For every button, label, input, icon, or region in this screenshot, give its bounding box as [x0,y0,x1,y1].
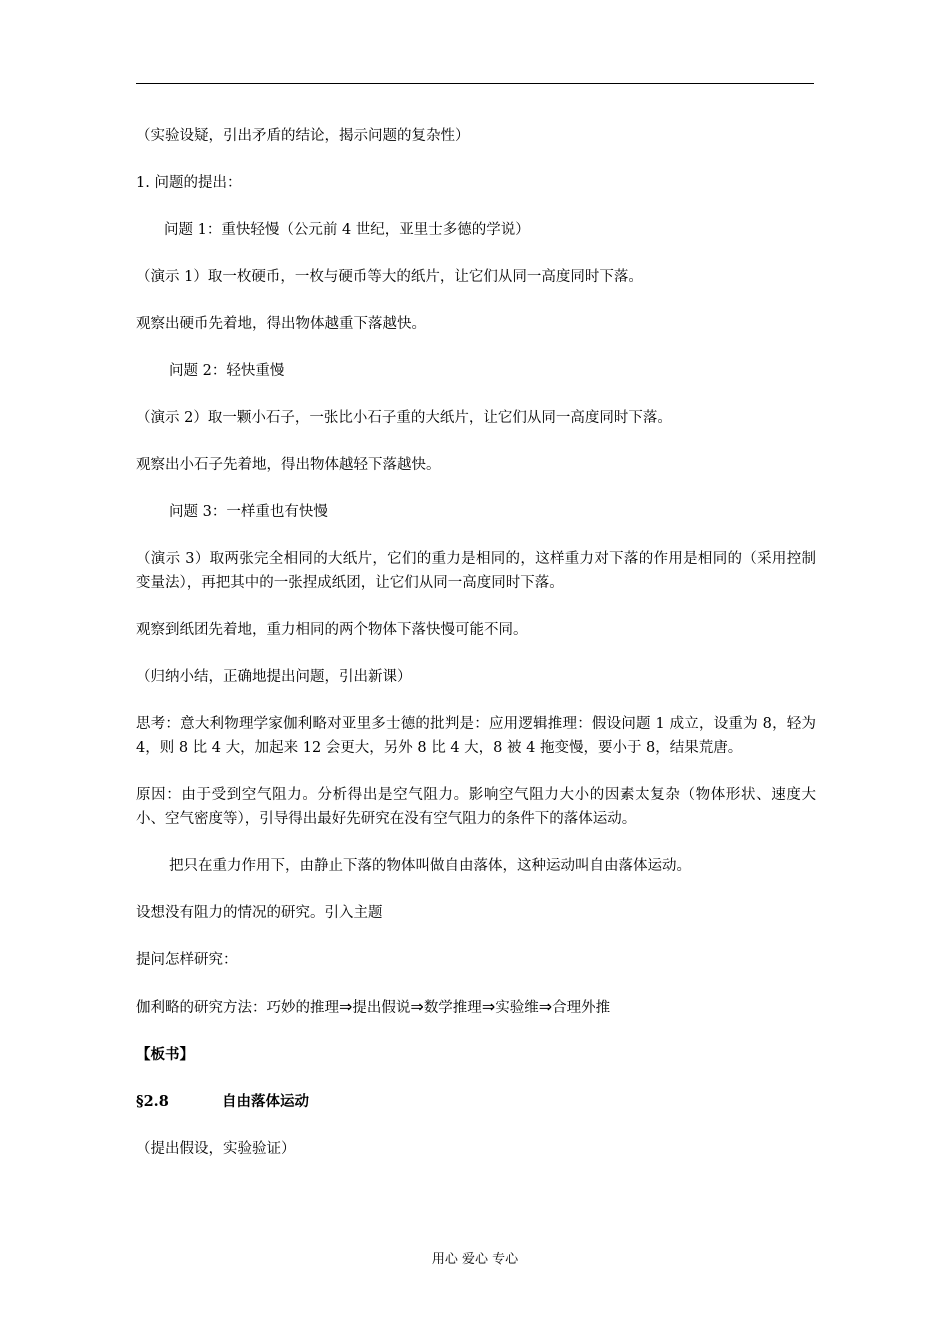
board-label: 【板书】 [136,1046,194,1063]
implies-arrow-icon: ⇒ [481,997,496,1016]
observation-1: 观察出硬币先着地，得出物体越重下落越快。 [136,316,426,332]
section-heading [136,1090,816,1114]
document-body [136,124,816,1184]
demo-3: （演示 3）取两张完全相同的大纸片，它们的重力是相同的，这样重力对下落的作用是相同的（采用控制变量法），再把其中的一张捏成纸团，让它们从同一高度同时下落。 [136,551,816,591]
header-rule [136,83,814,84]
demo-1: （演示 1）取一枚硬币，一枚与硬币等大的纸片，让它们从同一高度同时下落。 [136,269,643,285]
section-number: §2.8 [136,1093,169,1110]
observation-3: 观察到纸团先着地，重力相同的两个物体下落快慢可能不同。 [136,622,528,638]
method-step: 数学推理 [423,1000,482,1016]
question-1: 问题 1：重快轻慢（公元前 4 世纪，亚里士多德的学说） [164,222,530,238]
implies-arrow-icon: ⇒ [339,997,353,1016]
implies-arrow-icon: ⇒ [538,997,553,1016]
method-step: 合理外推 [552,1000,611,1016]
method-lead: 伽利略的研究方法：巧妙的推理 [136,1000,339,1016]
observation-2: 观察出小石子先着地，得出物体越轻下落越快。 [136,457,441,473]
demo-2: （演示 2）取一颗小石子，一张比小石子重的大纸片，让它们从同一高度同时下落。 [136,410,672,426]
closing-note: （提出假设，实验验证） [136,1141,296,1157]
summary-note: （归纳小结，正确地提出问题，引出新课） [136,669,412,685]
page-footer: 用心 爱心 专心 [431,1252,519,1267]
free-fall-definition: 把只在重力作用下，由静止下落的物体叫做自由落体，这种运动叫自由落体运动。 [169,858,691,874]
thinking-paragraph: 思考：意大利物理学家伽利略对亚里多士德的批判是：应用逻辑推理：假设问题 1 成立，设重为 8，轻为 4，则 8 比 4 大，加起来 12 会更大，另外 8 比 4 大，8 被 4 拖变慢，要小于 8，结果荒唐。 [136,716,816,756]
reason-paragraph: 原因：由于受到空气阻力。分析得出是空气阻力。影响空气阻力大小的因素太复杂（物体形状、速度大小、空气密度等），引导得出最好先研究在没有空气阻力的条件下的落体运动。 [136,787,816,827]
question-3: 问题 3：一样重也有快慢 [169,504,328,520]
implies-arrow-icon: ⇒ [410,997,424,1016]
intro-note: （实验设疑，引出矛盾的结论，揭示问题的复杂性） [136,128,470,144]
section-1-heading: 1. 问题的提出： [136,175,242,191]
topic-intro: 设想没有阻力的情况的研究。引入主题 [136,905,383,921]
method-step: 实验维 [495,1000,539,1016]
section-title: 自由落体运动 [222,1093,309,1110]
question-2: 问题 2：轻快重慢 [169,363,285,379]
method-chain [136,995,816,1020]
method-step: 提出假说 [352,1000,411,1016]
research-question: 提问怎样研究： [136,952,238,968]
